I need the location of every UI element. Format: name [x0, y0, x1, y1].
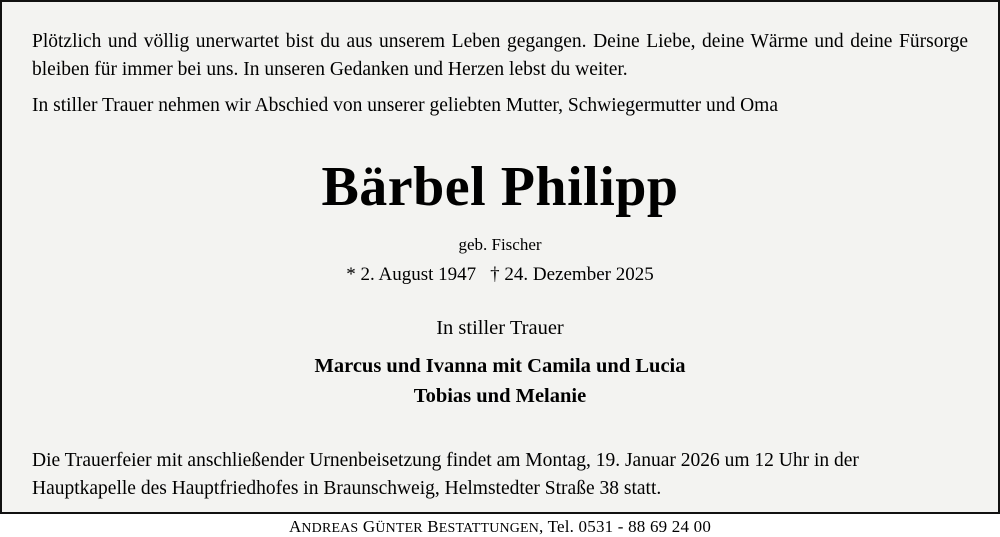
service-details-line2: Hauptkapelle des Hauptfriedhofes in Braunschweig, Helmstedter Straße 38 statt.	[32, 477, 662, 499]
funeral-home-initial-a: A	[288, 516, 302, 536]
mourner-line: Marcus und Ivanna mit Camila und Lucia	[314, 354, 686, 377]
birth-date: * 2. August 1947	[346, 263, 477, 285]
funeral-home-name-bestattungen: ESTATTUNGEN	[438, 520, 539, 536]
funeral-home-name-guenter: ÜNTER	[375, 520, 423, 536]
funeral-home-phone: , Tel. 0531 - 88 69 24 00	[538, 516, 712, 536]
mourning-label: In stiller Trauer	[436, 316, 564, 339]
funeral-home-initial-b: B	[422, 516, 439, 536]
intro-second-line: In stiller Trauer nehmen wir Abschied von unserer geliebten Mutter, Schwiegermutter und Oma	[32, 95, 778, 117]
mourners-list	[32, 352, 968, 411]
mourner-line: Tobias und Melanie	[413, 384, 587, 407]
death-date: † 24. Dezember 2025	[490, 263, 654, 285]
intro-paragraph: Plötzlich und völlig unerwartet bist du aus unserem Leben gegangen. Deine Liebe, deine Wärme und deine Fürsorge bleiben für immer bei uns. In unseren Gedanken und Herzen lebst du weiter.	[32, 31, 968, 80]
service-details-line1: Die Trauerfeier mit anschließender Urnenbeisetzung findet am Montag, 19. Januar 2026 um 12 Uhr in der	[32, 450, 859, 472]
life-dates	[32, 264, 968, 286]
maiden-name: geb. Fischer	[458, 234, 542, 254]
deceased-name: Bärbel Philipp	[321, 156, 679, 219]
funeral-home-credit	[32, 517, 968, 537]
funeral-home-initial-g: G	[358, 516, 376, 536]
funeral-home-name-andreas: NDREAS	[301, 520, 359, 536]
